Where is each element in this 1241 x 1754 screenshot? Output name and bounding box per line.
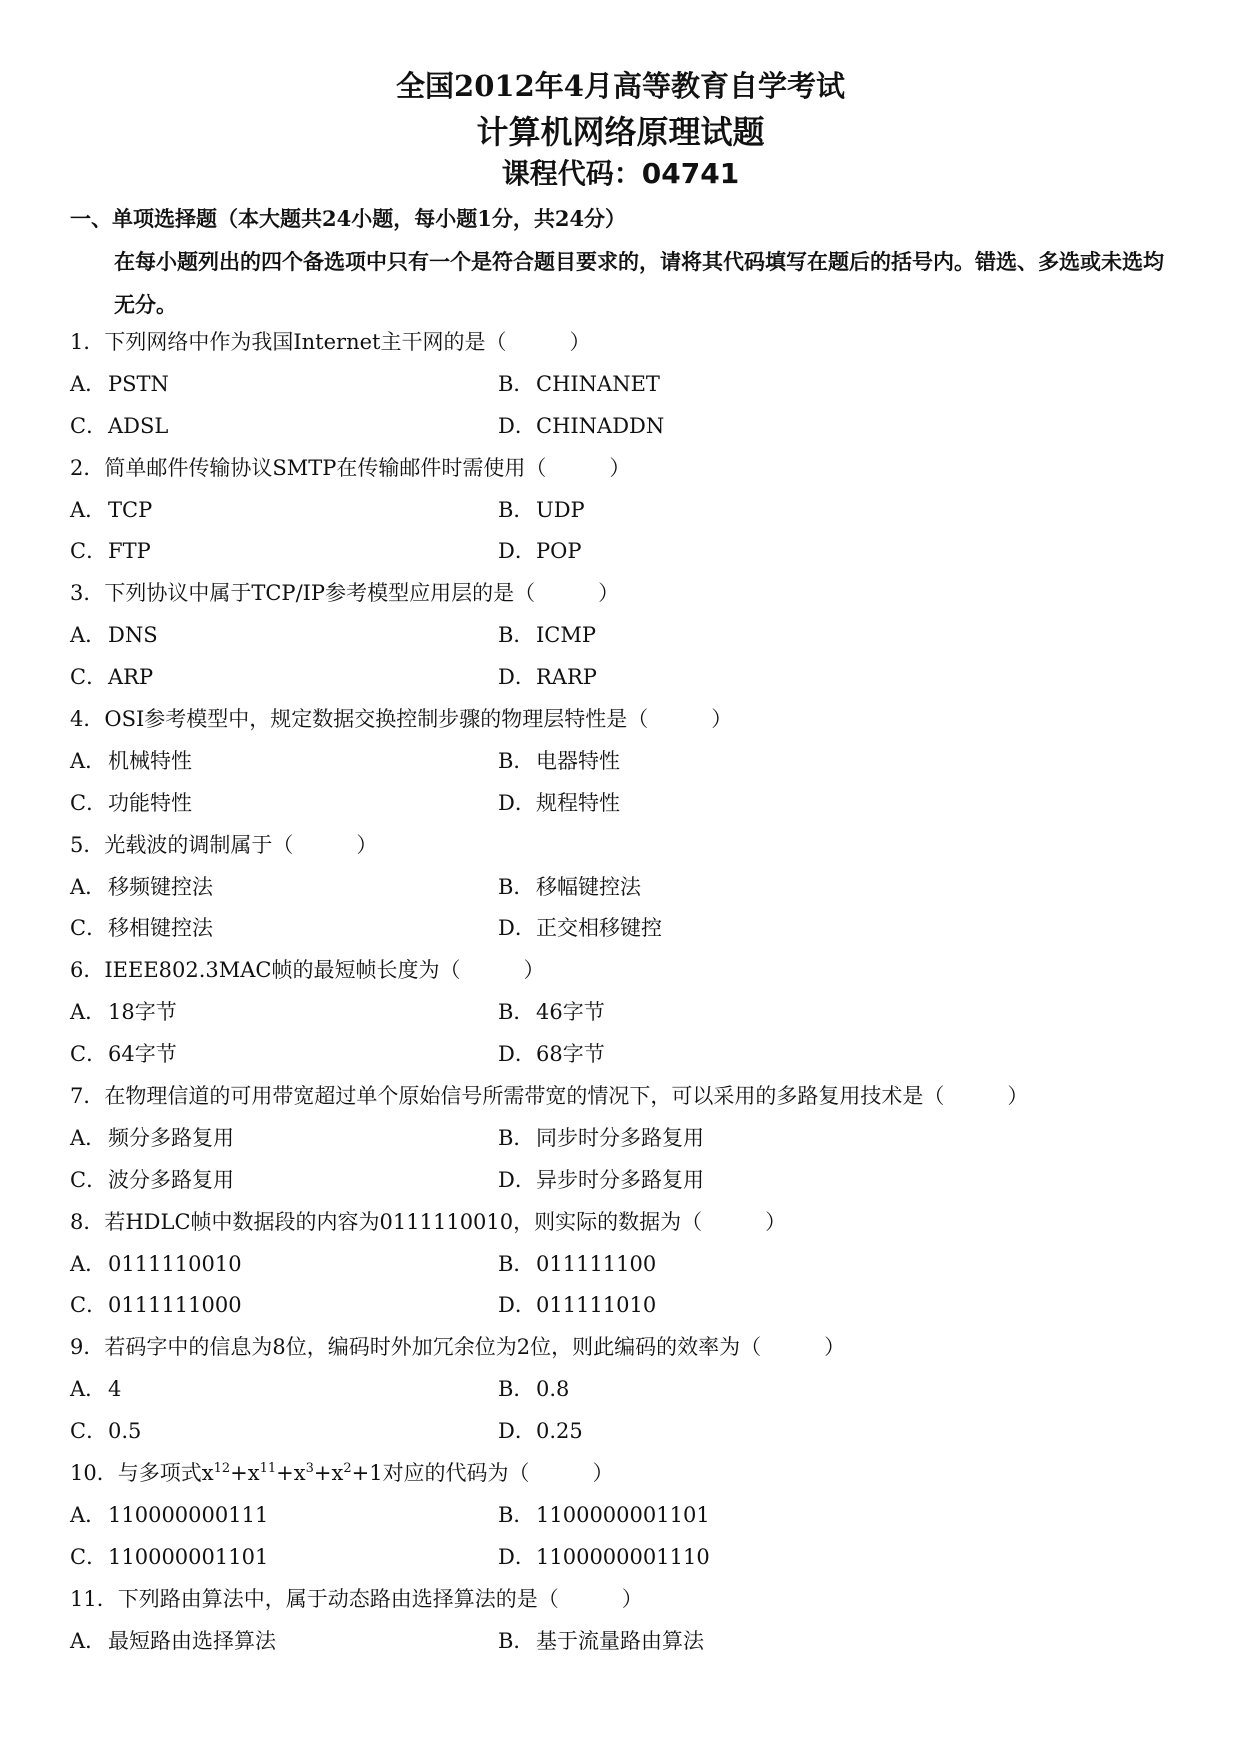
question-item <box>70 1453 1170 1579</box>
question-stem: 5．光载波的调制属于（ ） <box>70 832 378 857</box>
answer-option <box>70 783 498 825</box>
option-letter: A． <box>70 874 107 899</box>
answer-option <box>498 1285 926 1327</box>
option-row <box>70 1034 1170 1076</box>
answer-option <box>70 1244 498 1286</box>
question-item <box>70 699 1170 825</box>
option-letter: D． <box>498 665 536 690</box>
option-row <box>70 1621 1170 1663</box>
option-text: CHINADDN <box>536 413 665 438</box>
option-letter: C． <box>70 1293 108 1318</box>
option-text: 移幅键控法 <box>536 874 641 899</box>
option-text: TCP <box>108 497 153 522</box>
option-text: 68字节 <box>536 1042 605 1067</box>
option-text: DNS <box>108 623 158 648</box>
option-letter: C． <box>70 539 108 564</box>
answer-option <box>498 406 926 448</box>
option-text: POP <box>536 539 582 564</box>
answer-option <box>498 1244 926 1286</box>
answer-option <box>70 657 498 699</box>
answer-option <box>70 992 498 1034</box>
option-letter: D． <box>498 1042 536 1067</box>
option-letter: A． <box>70 1377 107 1402</box>
option-text: 0.8 <box>536 1377 570 1402</box>
option-text: 电器特性 <box>536 748 620 773</box>
polynomial-exponent: 12 <box>213 1461 231 1477</box>
option-text: 同步时分多路复用 <box>536 1125 704 1150</box>
option-letter: C． <box>70 665 108 690</box>
answer-option <box>70 1118 498 1160</box>
question-item <box>70 1327 1170 1453</box>
option-text: CHINANET <box>536 371 660 396</box>
option-text: 46字节 <box>536 1000 605 1025</box>
answer-option <box>70 741 498 783</box>
question-list <box>70 322 1170 1663</box>
option-letter: A． <box>70 748 107 773</box>
polynomial-term: +x <box>276 1461 306 1486</box>
option-text: 110000000111 <box>108 1502 269 1527</box>
answer-option <box>498 741 926 783</box>
answer-option <box>70 364 498 406</box>
option-letter: B． <box>498 1251 535 1276</box>
answer-option <box>70 908 498 950</box>
option-letter: D． <box>498 1544 536 1569</box>
option-text: PSTN <box>108 371 169 396</box>
answer-option <box>498 1495 926 1537</box>
option-text: 基于流量路由算法 <box>536 1628 704 1653</box>
answer-option <box>498 490 926 532</box>
option-row <box>70 531 1170 573</box>
option-letter: D． <box>498 1167 536 1192</box>
option-row <box>70 1411 1170 1453</box>
answer-option <box>498 364 926 406</box>
option-row <box>70 364 1170 406</box>
option-row <box>70 741 1170 783</box>
option-letter: D． <box>498 916 536 941</box>
option-letter: C． <box>70 1167 108 1192</box>
option-letter: B． <box>498 748 535 773</box>
option-text: 110000001101 <box>108 1544 269 1569</box>
polynomial-exponent: 11 <box>259 1461 277 1477</box>
option-row <box>70 908 1170 950</box>
option-letter: A． <box>70 371 107 396</box>
answer-option <box>498 1411 926 1453</box>
answer-option <box>70 615 498 657</box>
answer-option <box>70 1411 498 1453</box>
option-letter: B． <box>498 497 535 522</box>
question-stem: 3．下列协议中属于TCP/IP参考模型应用层的是（ ） <box>70 581 620 606</box>
option-letter: B． <box>498 1502 535 1527</box>
question-stem: 8．若HDLC帧中数据段的内容为0111110010，则实际的数据为（ ） <box>70 1209 787 1234</box>
option-text: 最短路由选择算法 <box>108 1628 276 1653</box>
polynomial-exponent: 2 <box>343 1461 352 1477</box>
option-text: 011111100 <box>536 1251 657 1276</box>
answer-option <box>498 1621 926 1663</box>
answer-option <box>498 992 926 1034</box>
course-code: 课程代码：04741 <box>501 157 740 190</box>
question-item <box>70 825 1170 951</box>
question-stem: 7．在物理信道的可用带宽超过单个原始信号所需带宽的情况下，可以采用的多路复用技术是（ ） <box>70 1084 1029 1109</box>
option-letter: A． <box>70 1125 107 1150</box>
answer-option <box>70 1537 498 1579</box>
question-item <box>70 1202 1170 1328</box>
subject-title: 计算机网络原理试题 <box>476 113 765 151</box>
answer-option <box>70 867 498 909</box>
option-letter: D． <box>498 790 536 815</box>
answer-option <box>70 490 498 532</box>
option-text: 功能特性 <box>108 790 192 815</box>
option-text: 011111010 <box>536 1293 657 1318</box>
question-stem: 11．下列路由算法中，属于动态路由选择算法的是（ ） <box>70 1586 643 1611</box>
stem-suffix: 对应的代码为（ ） <box>382 1461 614 1486</box>
option-letter: C． <box>70 413 108 438</box>
question-item <box>70 950 1170 1076</box>
option-text: 频分多路复用 <box>108 1125 234 1150</box>
answer-option <box>70 1495 498 1537</box>
option-letter: D． <box>498 1419 536 1444</box>
option-letter: C． <box>70 1419 108 1444</box>
question-stem: 9．若码字中的信息为8位，编码时外加冗余位为2位，则此编码的效率为（ ） <box>70 1335 846 1360</box>
option-letter: C． <box>70 916 108 941</box>
option-letter: A． <box>70 497 107 522</box>
polynomial-term: x <box>201 1461 214 1486</box>
option-text: ICMP <box>536 623 596 648</box>
polynomial <box>202 1461 383 1485</box>
question-stem: 1．下列网络中作为我国Internet主干网的是（ ） <box>70 330 591 354</box>
option-letter: A． <box>70 1251 107 1276</box>
option-row <box>70 657 1170 699</box>
answer-option <box>498 1034 926 1076</box>
option-text: FTP <box>108 539 151 564</box>
option-row <box>70 1160 1170 1202</box>
question-stem: 4．OSI参考模型中，规定数据交换控制步骤的物理层特性是（ ） <box>70 707 733 732</box>
answer-option <box>498 1537 926 1579</box>
question-item <box>70 322 1170 448</box>
stem-prefix: 10．与多项式 <box>70 1461 202 1486</box>
option-text: 移频键控法 <box>108 874 213 899</box>
answer-option <box>70 531 498 573</box>
option-letter: B． <box>498 1000 535 1025</box>
option-row <box>70 490 1170 532</box>
option-letter: B． <box>498 874 535 899</box>
option-text: UDP <box>536 497 585 522</box>
exam-title: 全国2012年4月高等教育自学考试 <box>396 69 845 103</box>
answer-option <box>70 1369 498 1411</box>
option-row <box>70 867 1170 909</box>
question-item <box>70 1076 1170 1202</box>
question-item <box>70 448 1170 574</box>
option-text: RARP <box>536 665 597 690</box>
option-text: 18字节 <box>108 1000 177 1025</box>
section-instructions: 在每小题列出的四个备选项中只有一个是符合题目要求的，请将其代码填写在题后的括号内。错选、多选或未选均无分。 <box>114 249 1164 317</box>
option-letter: C． <box>70 1042 108 1067</box>
option-letter: D． <box>498 1293 536 1318</box>
polynomial-term: +x <box>313 1461 344 1486</box>
option-text: 规程特性 <box>536 790 620 815</box>
option-letter: A． <box>70 1000 107 1025</box>
option-row <box>70 1495 1170 1537</box>
option-text: ARP <box>108 665 154 690</box>
option-letter: D． <box>498 539 536 564</box>
option-text: 异步时分多路复用 <box>536 1167 704 1192</box>
option-text: 机械特性 <box>108 748 192 773</box>
option-letter: C． <box>70 1544 108 1569</box>
option-text: 0111110010 <box>108 1251 242 1276</box>
answer-option <box>498 1160 926 1202</box>
option-text: 64字节 <box>108 1042 177 1067</box>
option-row <box>70 1285 1170 1327</box>
section-heading: 一、单项选择题（本大题共24小题，每小题1分，共24分） <box>70 206 627 231</box>
answer-option <box>70 1160 498 1202</box>
option-letter: B． <box>498 1125 535 1150</box>
option-letter: A． <box>70 1502 107 1527</box>
option-text: 4 <box>108 1377 122 1402</box>
option-text: 移相键控法 <box>108 916 213 941</box>
option-text: 0111111000 <box>108 1293 242 1318</box>
answer-option <box>498 1118 926 1160</box>
option-text: 波分多路复用 <box>108 1167 234 1192</box>
polynomial-exponent: 3 <box>305 1461 314 1477</box>
option-text: 1100000001110 <box>536 1544 710 1569</box>
answer-option <box>498 908 926 950</box>
polynomial-term: +x <box>230 1461 260 1486</box>
answer-option <box>498 867 926 909</box>
option-row <box>70 1244 1170 1286</box>
answer-option <box>498 615 926 657</box>
answer-option <box>70 1285 498 1327</box>
answer-option <box>498 783 926 825</box>
option-row <box>70 783 1170 825</box>
question-item <box>70 573 1170 699</box>
question-stem: 6．IEEE802.3MAC帧的最短帧长度为（ ） <box>70 958 545 983</box>
answer-option <box>70 1034 498 1076</box>
option-row <box>70 992 1170 1034</box>
question-stem: 2．简单邮件传输协议SMTP在传输邮件时需使用（ ） <box>70 455 631 480</box>
option-text: 0.25 <box>536 1419 583 1444</box>
question-item <box>70 1579 1170 1663</box>
option-letter: B． <box>498 1628 535 1653</box>
option-row <box>70 1537 1170 1579</box>
option-text: 1100000001101 <box>536 1502 710 1527</box>
option-text: ADSL <box>108 413 169 438</box>
option-letter: A． <box>70 1628 107 1653</box>
option-letter: C． <box>70 790 108 815</box>
option-text: 0.5 <box>108 1419 142 1444</box>
option-letter: B． <box>498 623 535 648</box>
question-stem <box>70 1453 1170 1495</box>
option-letter: B． <box>498 1377 535 1402</box>
option-text: 正交相移键控 <box>536 916 662 941</box>
option-row <box>70 1369 1170 1411</box>
answer-option <box>70 1621 498 1663</box>
answer-option <box>498 1369 926 1411</box>
answer-option <box>498 657 926 699</box>
option-row <box>70 1118 1170 1160</box>
option-letter: D． <box>498 413 536 438</box>
answer-option <box>498 531 926 573</box>
answer-option <box>70 406 498 448</box>
option-row <box>70 615 1170 657</box>
option-letter: A． <box>70 623 107 648</box>
polynomial-term: +1 <box>351 1461 383 1486</box>
option-letter: B． <box>498 371 535 396</box>
option-row <box>70 406 1170 448</box>
